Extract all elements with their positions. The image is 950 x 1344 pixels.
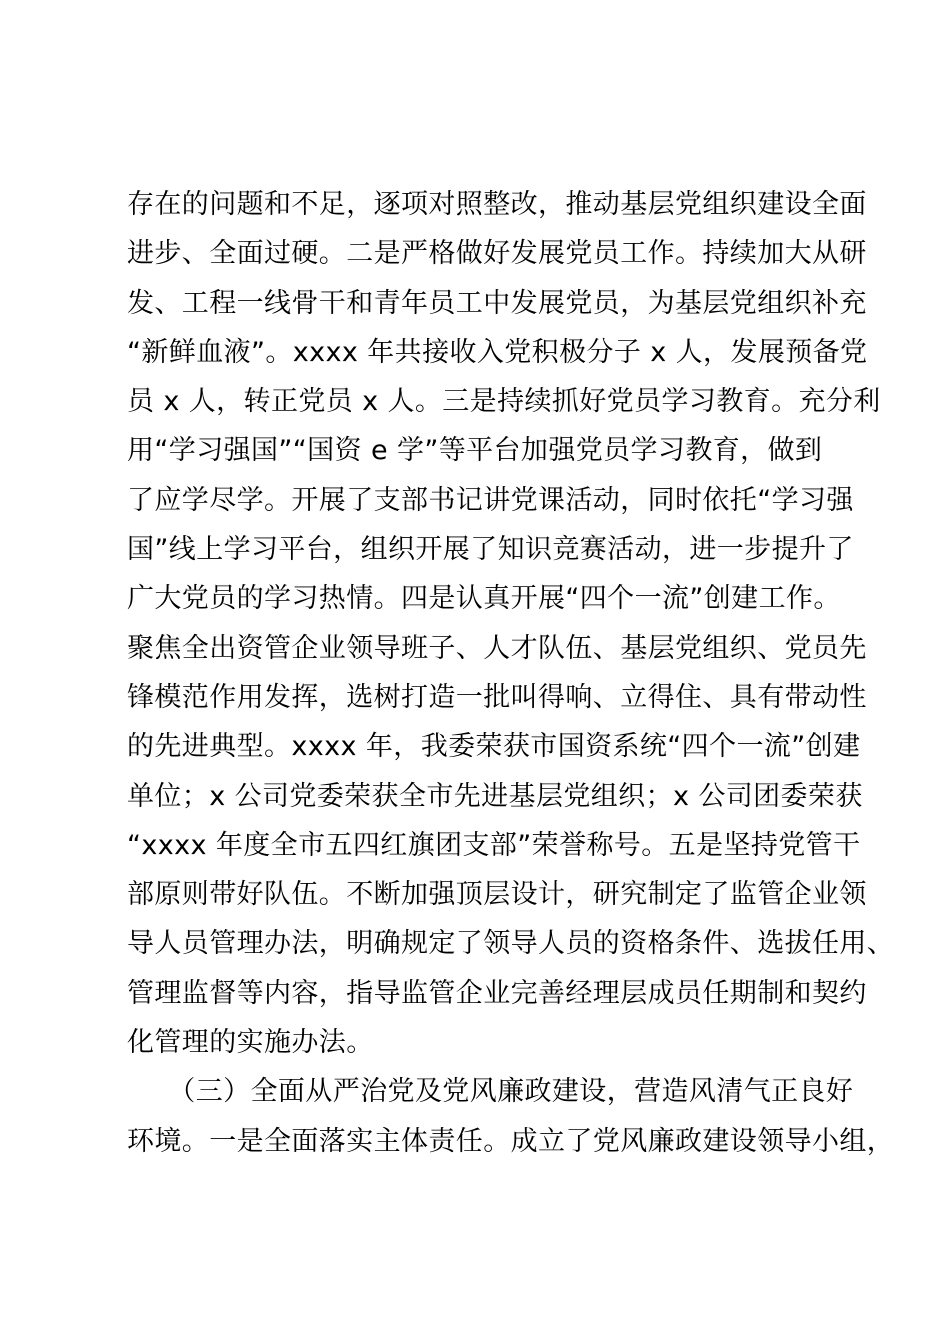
- text-line: 发、工程一线骨干和青年员工中发展党员，为基层党组织补充: [127, 287, 867, 319]
- text-line: 部原则带好队伍。不断加强顶层设计，研究制定了监管企业领: [127, 879, 867, 911]
- text-line: 化管理的实施办法。: [127, 1027, 374, 1059]
- text-line: “xxxx 年度全市五四红旗团支部”荣誉称号。五是坚持党管干: [127, 829, 861, 861]
- text-line: 单位；x 公司党委荣获全市先进基层党组织；x 公司团委荣获: [127, 780, 863, 812]
- text-line: 的先进典型。xxxx 年，我委荣获市国资系统“四个一流”创建: [127, 731, 861, 763]
- text-line: 聚焦全出资管企业领导班子、人才队伍、基层党组织、党员先: [127, 632, 867, 664]
- text-line: 进步、全面过硬。二是严格做好发展党员工作。持续加大从研: [127, 238, 867, 270]
- text-line: 管理监督等内容，指导监管企业完善经理层成员任期制和契约: [127, 977, 867, 1009]
- text-line: 了应学尽学。开展了支部书记讲党课活动，同时依托“学习强: [127, 484, 854, 516]
- text-line: 环境。一是全面落实主体责任。成立了党风廉政建设领导小组，: [127, 1125, 895, 1157]
- text-line: 导人员管理办法，明确规定了领导人员的资格条件、选拔任用、: [127, 928, 895, 960]
- text-line: “新鲜血液”。xxxx 年共接收入党积极分子 x 人，发展预备党: [127, 336, 868, 368]
- text-line: 员 x 人，转正党员 x 人。三是持续抓好党员学习教育。充分利: [127, 386, 881, 418]
- text-line: 用“学习强国”“国资 e 学”等平台加强党员学习教育，做到: [127, 435, 823, 467]
- body-text: [127, 180, 895, 1166]
- text-line: 存在的问题和不足，逐项对照整改，推动基层党组织建设全面: [127, 189, 867, 220]
- text-line: 国”线上学习平台，组织开展了知识竞赛活动，进一步提升了: [127, 534, 854, 566]
- text-line: 广大党员的学习热情。四是认真开展“四个一流”创建工作。: [127, 583, 841, 615]
- text-line: 锋模范作用发挥，选树打造一批叫得响、立得住、具有带动性: [127, 681, 867, 713]
- section-heading-line: （三）全面从严治党及党风廉政建设，营造风清气正良好: [127, 1076, 854, 1108]
